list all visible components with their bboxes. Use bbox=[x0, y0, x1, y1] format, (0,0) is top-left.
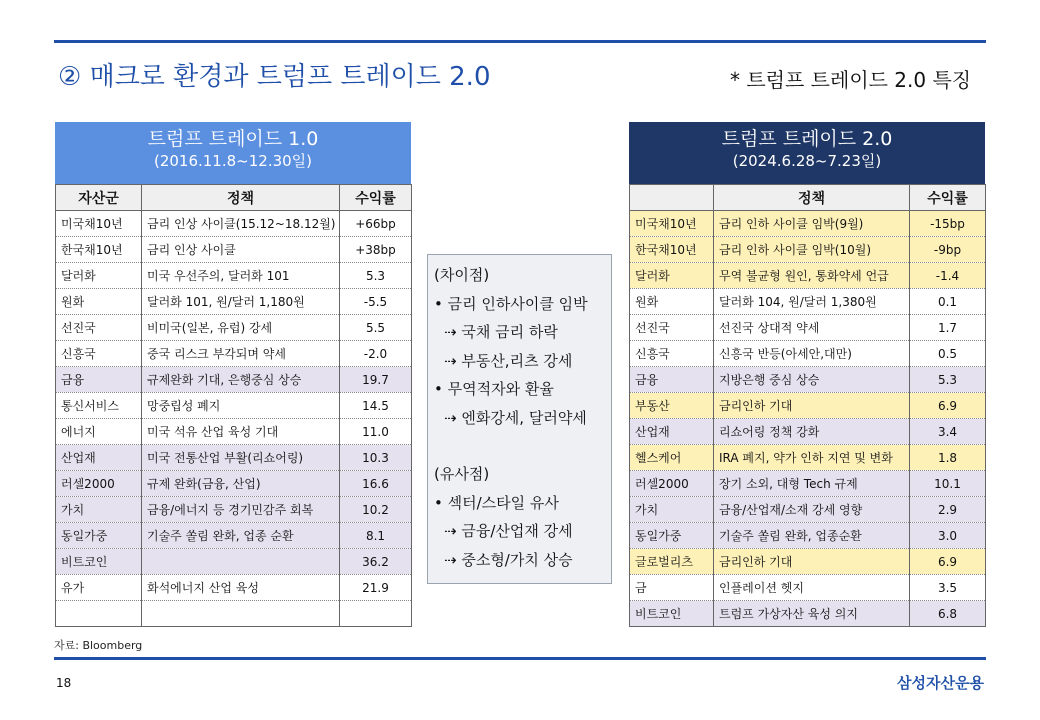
page-number: 18 bbox=[56, 676, 72, 690]
trump-trade-2-table bbox=[629, 122, 985, 627]
table-header-period: (2024.6.28~7.23일) bbox=[732, 152, 882, 170]
policy-cell: 인플레이션 헷지 bbox=[714, 575, 910, 601]
difference-point: • 금리 인하사이클 임박 bbox=[434, 294, 588, 313]
table-row bbox=[56, 549, 412, 575]
return-cell bbox=[340, 601, 412, 627]
table-row bbox=[630, 289, 986, 315]
return-cell: 2.9 bbox=[910, 497, 986, 523]
similarities-heading: (유사점) bbox=[434, 465, 490, 483]
table-body-2 bbox=[630, 211, 986, 627]
table-row bbox=[56, 315, 412, 341]
policy-cell: 규제 완화(금융, 산업) bbox=[142, 471, 340, 497]
return-cell: -9bp bbox=[910, 237, 986, 263]
table-row bbox=[630, 237, 986, 263]
table-row bbox=[630, 263, 986, 289]
policy-cell: 금리 인상 사이클(15.12~18.12월) bbox=[142, 211, 340, 237]
asset-cell: 선진국 bbox=[56, 315, 142, 341]
policy-cell: 장기 소외, 대형 Tech 규제 bbox=[714, 471, 910, 497]
policy-cell: 금융/에너지 등 경기민감주 회복 bbox=[142, 497, 340, 523]
policy-cell: 지방은행 중심 상승 bbox=[714, 367, 910, 393]
policy-cell: 미국 석유 산업 육성 기대 bbox=[142, 419, 340, 445]
table-row bbox=[630, 549, 986, 575]
policy-cell: 달러화 101, 원/달러 1,180원 bbox=[142, 289, 340, 315]
similarity-detail: ⇢ 중소형/가치 상승 bbox=[444, 550, 573, 569]
asset-cell: 러셀2000 bbox=[56, 471, 142, 497]
company-logo-text: 삼성자산운용 bbox=[897, 674, 984, 692]
table-row bbox=[630, 497, 986, 523]
asset-cell: 가치 bbox=[630, 497, 714, 523]
data-table-1 bbox=[55, 184, 412, 627]
asset-cell: 달러화 bbox=[630, 263, 714, 289]
return-cell: 3.4 bbox=[910, 419, 986, 445]
asset-cell: 선진국 bbox=[630, 315, 714, 341]
return-cell: 5.3 bbox=[910, 367, 986, 393]
policy-cell: 신흥국 반등(아세안,대만) bbox=[714, 341, 910, 367]
section-subtitle: * 트럼프 트레이드 2.0 특징 bbox=[730, 68, 972, 92]
difference-detail: ⇢ 엔화강세, 달러약세 bbox=[444, 408, 587, 427]
table-row bbox=[56, 419, 412, 445]
asset-cell: 동일가중 bbox=[56, 523, 142, 549]
asset-cell: 금융 bbox=[630, 367, 714, 393]
asset-cell: 금융 bbox=[56, 367, 142, 393]
return-cell: 1.8 bbox=[910, 445, 986, 471]
difference-detail: ⇢ 부동산,리츠 강세 bbox=[444, 351, 573, 370]
table-row bbox=[56, 367, 412, 393]
asset-cell: 금 bbox=[630, 575, 714, 601]
asset-cell: 미국채10년 bbox=[630, 211, 714, 237]
policy-cell: 리쇼어링 정책 강화 bbox=[714, 419, 910, 445]
asset-cell: 글로벌리츠 bbox=[630, 549, 714, 575]
table-body-1 bbox=[56, 211, 412, 627]
table-row bbox=[56, 237, 412, 263]
return-cell: 8.1 bbox=[340, 523, 412, 549]
policy-cell: 미국 전통산업 부활(리쇼어링) bbox=[142, 445, 340, 471]
return-cell: 36.2 bbox=[340, 549, 412, 575]
return-cell: 21.9 bbox=[340, 575, 412, 601]
table-row bbox=[56, 601, 412, 627]
table-row bbox=[630, 367, 986, 393]
return-cell: -2.0 bbox=[340, 341, 412, 367]
asset-cell: 에너지 bbox=[56, 419, 142, 445]
table-row bbox=[630, 341, 986, 367]
asset-cell: 러셀2000 bbox=[630, 471, 714, 497]
similarity-point: • 섹터/스타일 유사 bbox=[434, 493, 559, 512]
table-row bbox=[56, 211, 412, 237]
table-row bbox=[630, 445, 986, 471]
policy-cell: 무역 불균형 원인, 통화약세 언급 bbox=[714, 263, 910, 289]
return-cell: 5.3 bbox=[340, 263, 412, 289]
comparison-notes-box bbox=[427, 254, 612, 584]
table-row bbox=[56, 575, 412, 601]
table-row bbox=[630, 575, 986, 601]
table-row bbox=[56, 523, 412, 549]
column-header-return: 수익률 bbox=[340, 185, 412, 211]
return-cell: 14.5 bbox=[340, 393, 412, 419]
return-cell: 3.0 bbox=[910, 523, 986, 549]
asset-cell: 원화 bbox=[56, 289, 142, 315]
return-cell: -1.4 bbox=[910, 263, 986, 289]
policy-cell bbox=[142, 549, 340, 575]
return-cell: 11.0 bbox=[340, 419, 412, 445]
table-header-title: 트럼프 트레이드 1.0 bbox=[147, 128, 319, 150]
policy-cell: 금리 인상 사이클 bbox=[142, 237, 340, 263]
policy-cell: 달러화 104, 원/달러 1,380원 bbox=[714, 289, 910, 315]
policy-cell: 화석에너지 산업 육성 bbox=[142, 575, 340, 601]
return-cell: 0.5 bbox=[910, 341, 986, 367]
return-cell: 6.9 bbox=[910, 393, 986, 419]
column-header-policy: 정책 bbox=[142, 185, 340, 211]
table-row bbox=[56, 393, 412, 419]
policy-cell: 금리인하 기대 bbox=[714, 549, 910, 575]
asset-cell: 산업재 bbox=[56, 445, 142, 471]
asset-cell: 비트코인 bbox=[630, 601, 714, 627]
table-row bbox=[630, 315, 986, 341]
difference-point: • 무역적자와 환율 bbox=[434, 380, 554, 398]
policy-cell: 금융/산업재/소재 강세 영향 bbox=[714, 497, 910, 523]
asset-cell: 동일가중 bbox=[630, 523, 714, 549]
policy-cell bbox=[142, 601, 340, 627]
asset-cell: 통신서비스 bbox=[56, 393, 142, 419]
asset-cell: 신흥국 bbox=[56, 341, 142, 367]
spacer bbox=[434, 432, 605, 460]
policy-cell: 미국 우선주의, 달러화 101 bbox=[142, 263, 340, 289]
policy-cell: 망중립성 폐지 bbox=[142, 393, 340, 419]
return-cell: 6.9 bbox=[910, 549, 986, 575]
asset-cell: 신흥국 bbox=[630, 341, 714, 367]
data-table-2 bbox=[629, 184, 986, 627]
table-header-1 bbox=[55, 122, 411, 184]
column-header-asset: 자산군 bbox=[56, 185, 142, 211]
return-cell: +66bp bbox=[340, 211, 412, 237]
policy-cell: 중국 리스크 부각되며 약세 bbox=[142, 341, 340, 367]
asset-cell: 부동산 bbox=[630, 393, 714, 419]
table-row bbox=[630, 523, 986, 549]
column-header-asset bbox=[630, 185, 714, 211]
return-cell: -15bp bbox=[910, 211, 986, 237]
asset-cell: 한국채10년 bbox=[630, 237, 714, 263]
asset-cell: 헬스케어 bbox=[630, 445, 714, 471]
return-cell: 10.3 bbox=[340, 445, 412, 471]
policy-cell: 금리 인하 사이클 임박(10월) bbox=[714, 237, 910, 263]
source-note: 자료: Bloomberg bbox=[54, 639, 143, 652]
table-row bbox=[630, 211, 986, 237]
asset-cell: 가치 bbox=[56, 497, 142, 523]
table-row bbox=[56, 263, 412, 289]
policy-cell: 비미국(일본, 유럽) 강세 bbox=[142, 315, 340, 341]
asset-cell: 산업재 bbox=[630, 419, 714, 445]
policy-cell: 금리 인하 사이클 임박(9월) bbox=[714, 211, 910, 237]
policy-cell: 선진국 상대적 약세 bbox=[714, 315, 910, 341]
asset-cell: 한국채10년 bbox=[56, 237, 142, 263]
return-cell: 10.1 bbox=[910, 471, 986, 497]
top-rule bbox=[54, 40, 986, 43]
policy-cell: 기술주 쏠림 완화, 업종순환 bbox=[714, 523, 910, 549]
policy-cell: 금리인하 기대 bbox=[714, 393, 910, 419]
asset-cell: 비트코인 bbox=[56, 549, 142, 575]
differences-heading: (차이점) bbox=[434, 266, 490, 284]
similarity-detail: ⇢ 금융/산업재 강세 bbox=[444, 522, 573, 540]
bottom-rule bbox=[54, 657, 986, 660]
table-row bbox=[630, 419, 986, 445]
page-title: ② 매크로 환경과 트럼프 트레이드 2.0 bbox=[58, 62, 491, 92]
return-cell: 0.1 bbox=[910, 289, 986, 315]
policy-cell: 트럼프 가상자산 육성 의지 bbox=[714, 601, 910, 627]
table-row bbox=[56, 341, 412, 367]
table-header-period: (2016.11.8~12.30일) bbox=[153, 152, 313, 170]
column-header-return: 수익률 bbox=[910, 185, 986, 211]
asset-cell: 미국채10년 bbox=[56, 211, 142, 237]
policy-cell: 기술주 쏠림 완화, 업종 순환 bbox=[142, 523, 340, 549]
asset-cell: 달러화 bbox=[56, 263, 142, 289]
table-row bbox=[56, 445, 412, 471]
return-cell: +38bp bbox=[340, 237, 412, 263]
trump-trade-1-table bbox=[55, 122, 411, 627]
return-cell: 5.5 bbox=[340, 315, 412, 341]
table-header-2 bbox=[629, 122, 985, 184]
return-cell: 10.2 bbox=[340, 497, 412, 523]
asset-cell: 원화 bbox=[630, 289, 714, 315]
table-row bbox=[56, 471, 412, 497]
table-row bbox=[56, 497, 412, 523]
difference-detail: ⇢ 국채 금리 하락 bbox=[444, 323, 558, 341]
return-cell: -5.5 bbox=[340, 289, 412, 315]
return-cell: 16.6 bbox=[340, 471, 412, 497]
policy-cell: IRA 폐지, 약가 인하 지연 및 변화 bbox=[714, 445, 910, 471]
table-row bbox=[630, 601, 986, 627]
table-row bbox=[630, 471, 986, 497]
table-row bbox=[56, 289, 412, 315]
return-cell: 1.7 bbox=[910, 315, 986, 341]
return-cell: 3.5 bbox=[910, 575, 986, 601]
policy-cell: 규제완화 기대, 은행중심 상승 bbox=[142, 367, 340, 393]
return-cell: 19.7 bbox=[340, 367, 412, 393]
asset-cell bbox=[56, 601, 142, 627]
table-header-title: 트럼프 트레이드 2.0 bbox=[721, 128, 893, 150]
return-cell: 6.8 bbox=[910, 601, 986, 627]
column-header-policy: 정책 bbox=[714, 185, 910, 211]
asset-cell: 유가 bbox=[56, 575, 142, 601]
table-row bbox=[630, 393, 986, 419]
